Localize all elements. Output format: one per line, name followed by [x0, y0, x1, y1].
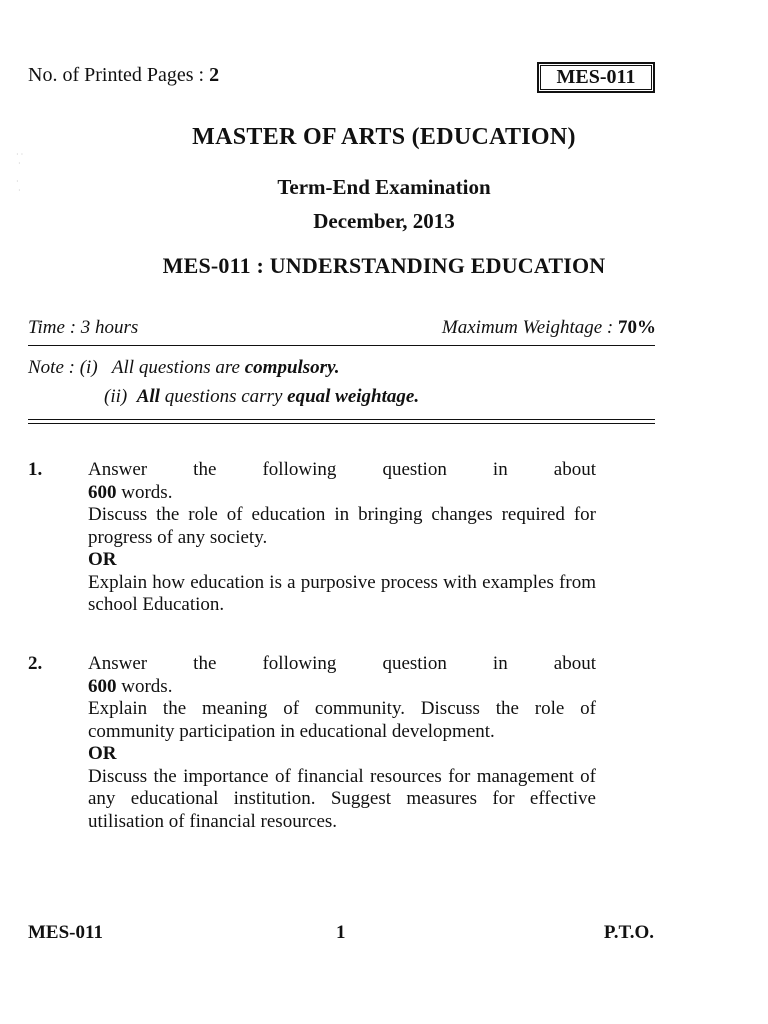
paper-code-box: MES-011 [537, 62, 655, 93]
footer-code: MES-011 [28, 922, 103, 943]
page-number: 1 [336, 922, 346, 943]
or-separator: OR [88, 549, 117, 570]
note-item-1: Note : (i) All questions are compulsory. [28, 357, 340, 378]
course-title: MES-011 : UNDERSTANDING EDUCATION [162, 253, 606, 278]
exam-name: Term-End Examination [277, 175, 491, 199]
scan-specks: · · · · · [16, 150, 24, 195]
question-1 [88, 459, 596, 617]
exam-date: December, 2013 [313, 209, 455, 233]
or-separator: OR [88, 743, 117, 764]
pto-label: P.T.O. [603, 922, 654, 943]
question-option-a: Explain the meaning of community. Discuss the role of community participation in educational development. [88, 698, 596, 742]
question-instruction: Answer the following question in about [88, 653, 596, 674]
note-item-2: (ii) All questions carry equal weightage. [104, 386, 420, 407]
question-number: 2. [28, 653, 43, 674]
word-limit: 600 words. [88, 675, 173, 697]
question-option-a: Discuss the role of education in bringing changes required for progress of any society. [88, 504, 596, 548]
double-divider-top [28, 419, 655, 420]
question-option-b: Discuss the importance of financial resources for management of any educational institution. Suggest measures for effective utilisation of financial resources. [88, 765, 596, 832]
divider [28, 345, 655, 346]
double-divider-bottom [28, 423, 655, 424]
question-number: 1. [28, 459, 43, 480]
programme-title: MASTER OF ARTS (EDUCATION) [192, 124, 576, 150]
question-instruction: Answer the following question in about [88, 459, 596, 480]
question-option-b: Explain how education is a purposive process with examples from school Education. [88, 571, 596, 615]
maximum-weightage: Maximum Weightage : 70% [441, 317, 656, 338]
time-allowed: Time : 3 hours [28, 317, 139, 338]
question-2 [88, 653, 596, 833]
word-limit: 600 words. [88, 481, 173, 503]
printed-pages: No. of Printed Pages : 2 [28, 64, 220, 86]
